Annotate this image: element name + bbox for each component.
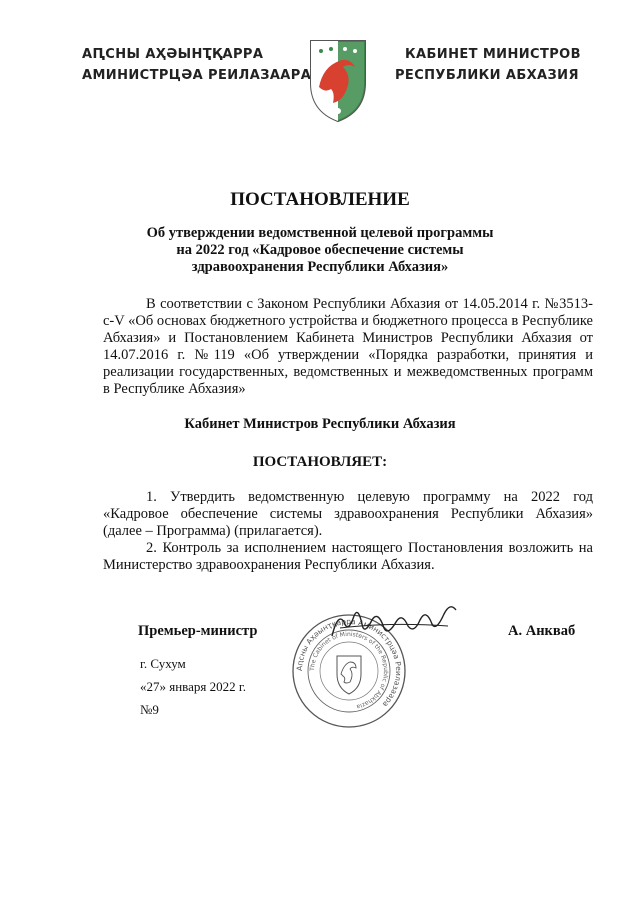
abkhazia-coat-of-arms-icon bbox=[305, 37, 371, 123]
subtitle-line-3: здравоохранения Республики Абхазия» bbox=[191, 259, 449, 275]
seal-text-inner: The Cabinet of Ministers of the Republic of Abkhazia bbox=[308, 630, 390, 711]
subtitle-line-1: Об утверждении ведомственной целевой программы bbox=[146, 225, 494, 241]
decrees-heading: ПОСТАНОВЛЯЕТ: bbox=[252, 454, 388, 470]
header-left-line2: АМИНИСТРЦӘА РЕИЛАЗААРА bbox=[82, 68, 312, 83]
header-left-line1: АԤСНЫ АҲӘЫНҬҚАРРА bbox=[82, 47, 264, 62]
preamble-paragraph: В соответствии с Законом Республики Абхазия от 14.05.2014 г. №3513-с-V «Об основах бюджетного устройства и бюджетного процесса в Республике Абхазия» и Постановлением Кабинета Министров Республики Абхазия от 14.07.2016 г. №119 «Об утверждении «Порядка разработки, принятия и реализации государственных, ведомственных и межведомственных программ в Республике Абхазия» bbox=[103, 296, 593, 397]
handwritten-signature-icon bbox=[328, 602, 468, 646]
header-right-line1: КАБИНЕТ МИНИСТРОВ bbox=[405, 47, 581, 62]
subtitle-line-2: на 2022 год «Кадровое обеспечение системы bbox=[176, 242, 464, 258]
document-number: №9 bbox=[140, 702, 159, 717]
signatory-name: А. Анкваб bbox=[508, 623, 576, 639]
document-city: г. Сухум bbox=[140, 656, 186, 671]
signatory-position: Премьер-министр bbox=[138, 623, 258, 639]
document-title: ПОСТАНОВЛЕНИЕ bbox=[230, 189, 410, 210]
decree-item-2: 2. Контроль за исполнением настоящего Постановления возложить на Министерство здравоохранения Республики Абхазия. bbox=[103, 540, 593, 573]
decree-item-1: 1. Утвердить ведомственную целевую программу на 2022 год «Кадровое обеспечение системы здравоохранения Республики Абхазия» (далее – Программа) (прилагается). bbox=[103, 489, 593, 539]
document-subtitle bbox=[100, 225, 540, 276]
document-date: «27» января 2022 г. bbox=[140, 679, 247, 694]
seal-text-outer: Аԥсны Аҳәынҭқарра Аминистрцәа Реилазаара bbox=[294, 616, 404, 709]
issuing-body: Кабинет Министров Республики Абхазия bbox=[184, 416, 456, 432]
header-right-line2: РЕСПУБЛИКИ АБХАЗИЯ bbox=[395, 68, 579, 83]
